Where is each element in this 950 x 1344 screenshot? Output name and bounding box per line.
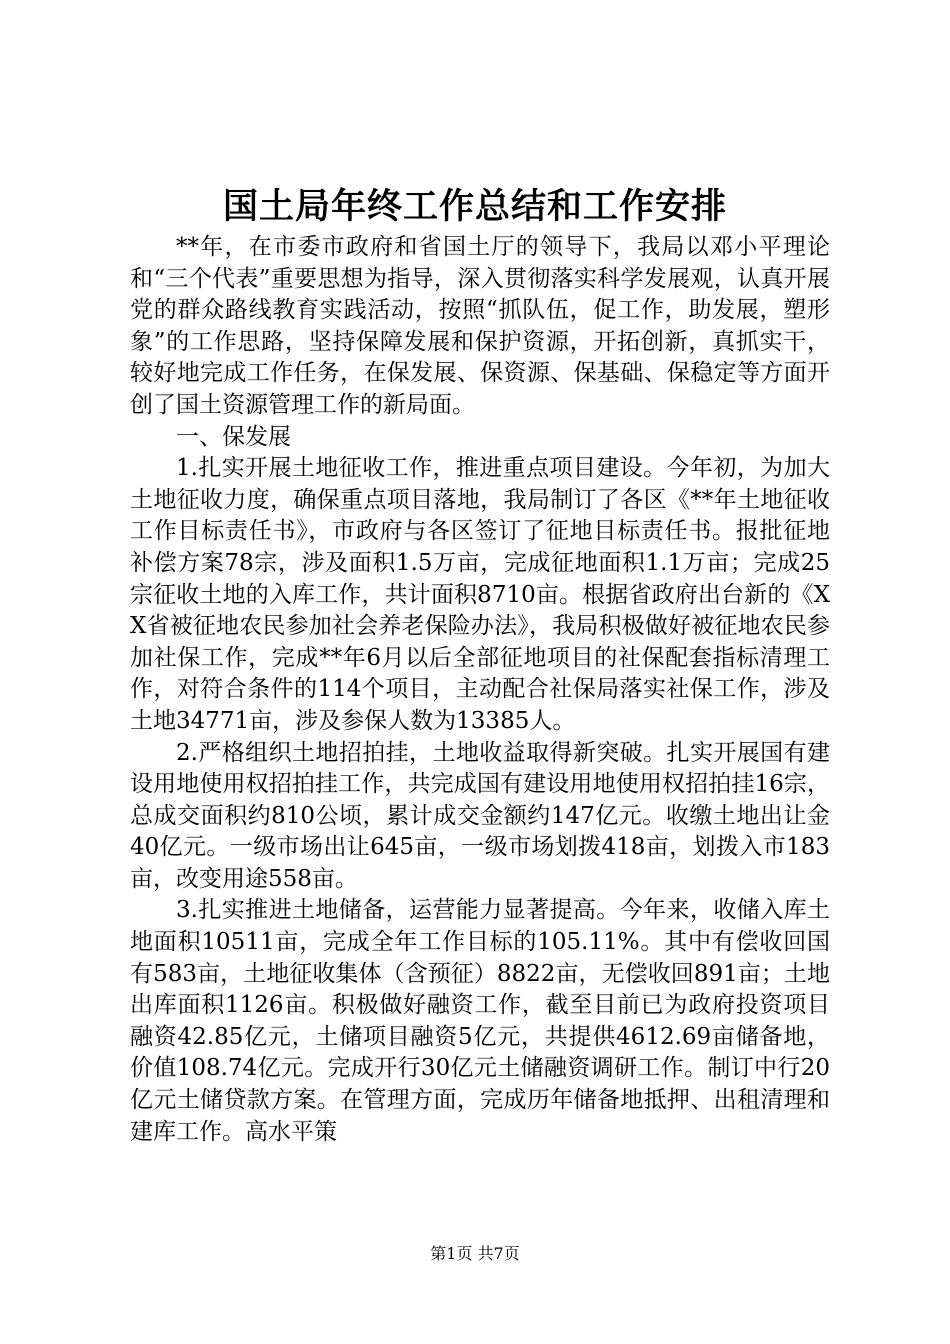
intro-paragraph: **年，在市委市政府和省国土厅的领导下，我局以邓小平理论和“三个代表”重要思想为指导，深入贯彻落实科学发展观，认真开展党的群众路线教育实践活动，按照“抓队伍，促工作，助发展，塑形象”的工作思路，坚持保障发展和保护资源，开拓创新，真抓实干，较好地完成工作任务，在保发展、保资源、保基础、保稳定等方面开创了国土资源管理工作的新局面。 <box>130 234 830 418</box>
paragraph-land-expropriation: 1.扎实开展土地征收工作，推进重点项目建设。今年初，为加大土地征收力度，确保重点项目落地，我局制订了各区《**年土地征收工作目标责任书》，市政府与各区签订了征地目标责任书。报批征地补偿方案78宗，涉及面积1.5万亩，完成征地面积1.1万亩；完成25宗征收土地的入库工作，共计面积8710亩。根据省政府出台新的《XX省被征地农民参加社会养老保险办法》，我局积极做好被征地农民参加社保工作，完成**年6月以后全部征地项目的社保配套指标清理工作，对符合条件的114个项目，主动配合社保局落实社保工作，涉及土地34771亩，涉及参保人数为13385人。 <box>130 455 830 734</box>
document-body <box>130 232 830 1148</box>
paragraph-land-auction: 2.严格组织土地招拍挂，土地收益取得新突破。扎实开展国有建设用地使用权招拍挂工作，共完成国有建设用地使用权招拍挂16宗，总成交面积约810公顷，累计成交金额约147亿元。收缴土地出让金40亿元。一级市场出让645亩，一级市场划拨418亩，划拨入市183亩，改变用途558亩。 <box>130 739 830 892</box>
paragraph-land-reserve: 3.扎实推进土地储备，运营能力显著提高。今年来，收储入库土地面积10511亩，完成全年工作目标的105.11%。其中有偿收回国有583亩，土地征收集体（含预征）8822亩，无偿收回891亩；土地出库面积1126亩。积极做好融资工作，截至目前已为政府投资项目融资42.85亿元，土储项目融资5亿元，共提供4612.69亩储备地，价值108.74亿元。完成开行30亿元土储融资调研工作。制订中行20亿元土储贷款方案。在管理方面，完成历年储备地抵押、出租清理和建库工作。高水平策 <box>130 897 830 1145</box>
document-title: 国土局年终工作总结和工作安排 <box>222 186 727 227</box>
section-heading-baofazhan: 一、保发展 <box>176 423 291 450</box>
page-number-footer: 第1页 共7页 <box>430 1244 520 1263</box>
